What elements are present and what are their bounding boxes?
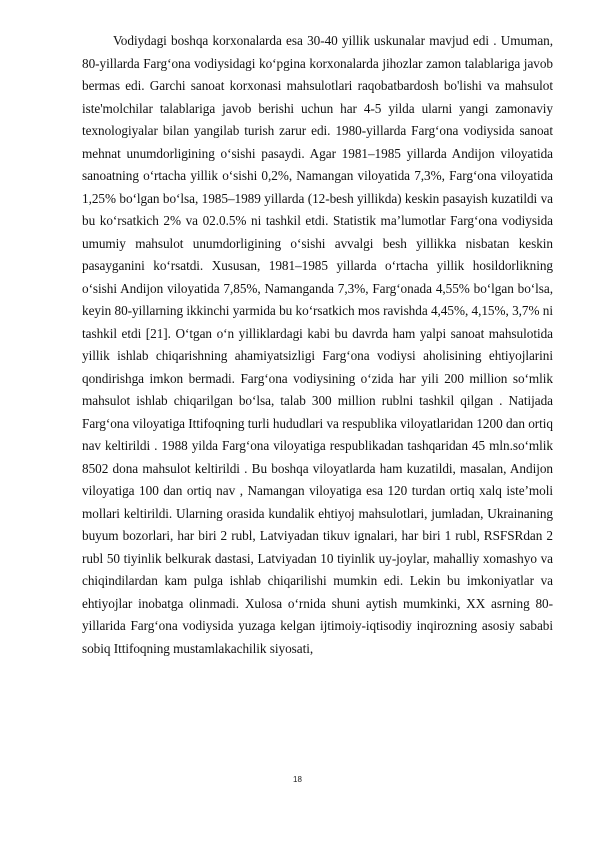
page-number: 18: [293, 775, 302, 784]
body-paragraph: Vodiydagi boshqa korxonalarda esa 30-40 yillik uskunalar mavjud edi . Umuman, 80-yillarda Fargʻona vodiysidagi koʻpgina korxonalarda jihozlar zamon talablariga javob bermas edi. Garchi sanoat korxonasi mahsulotlari raqobatbardosh bo'lishi va mahsulot iste'molchilar talablariga javob berishi uchun har 4-5 yilda ularni yangi zamonaviy texnologiyalar bilan yangilab turish zarur edi. 1980-yillarda Fargʻona vodiysida sanoat mehnat unumdorligining oʻsishi pasaydi. Agar 1981–1985 yillarda Andijon viloyatida sanoatning oʻrtacha yillik oʻsishi 0,2%, Namangan viloyatida 7,3%, Fargʻona viloyatida 1,25% boʻlgan boʻlsa, 1985–1989 yillarda (12-besh yillikda) keskin pasayish kuzatildi va bu ko‘rsatkich 2% va 02.0.5% ni tashkil etdi. Statistik ma’lumotlar Farg‘ona vodiysida umumiy mahsulot unumdorligining o‘sishi avvalgi besh yillikka nisbatan keskin pasayganini ko‘rsatdi. Xususan, 1981–1985 yillarda oʻrtacha yillik hosildorlikning oʻsishi Andijon viloyatida 7,85%, Namanganda 7,3%, Fargʻonada 4,55% boʻlgan boʻlsa, keyin 80-yillarning ikkinchi yarmida bu koʻrsatkich mos ravishda 4,45%, 4,15%, 3,7% ni tashkil etdi [21]. O‘tgan o‘n yilliklardagi kabi bu davrda ham yalpi sanoat mahsulotida yillik ishlab chiqarishning ahamiyatsizligi Farg‘ona vodiysi aholisining ehtiyojlarini qondirishga imkon bermadi. Farg‘ona vodiysining o‘zida har yili 200 million so‘mlik mahsulot ishlab chiqarilgan bo‘lsa, talab 300 million rublni tashkil qilgan . Natijada Farg‘ona viloyatiga Ittifoqning turli hududlari va respublika viloyatlaridan 1200 dan ortiq nav keltirildi . 1988 yilda Farg‘ona viloyatiga respublikadan tashqaridan 45 mln.so‘mlik 8502 dona mahsulot keltirildi . Bu boshqa viloyatlarda ham kuzatildi, masalan, Andijon viloyatiga 100 dan ortiq nav , Namangan viloyatiga esa 120 turdan ortiq xalq iste’moli mollari keltirildi. Ularning orasida kundalik ehtiyoj mahsulotlari, jumladan, Ukrainaning buyum bozorlari, har biri 2 rubl, Latviyadan tikuv ignalari, har biri 1 rubl, RSFSRdan 2 rubl 50 tiyinlik belkurak dastasi, Latviyadan 10 tiyinlik uy-joylar, mahalliy xomashyo va chiqindilardan kam pulga ishlab chiqarilishi mumkin edi. Lekin bu imkoniyatlar va ehtiyojlar inobatga olinmadi. Xulosa o‘rnida shuni aytish mumkinki, XX asrning 80-yillarida Farg‘ona vodiysida yuzaga kelgan ijtimoiy-iqtisodiy inqirozning asosiy sababi sobiq Ittifoqning mustamlakachilik siyosati,: [82, 33, 553, 656]
